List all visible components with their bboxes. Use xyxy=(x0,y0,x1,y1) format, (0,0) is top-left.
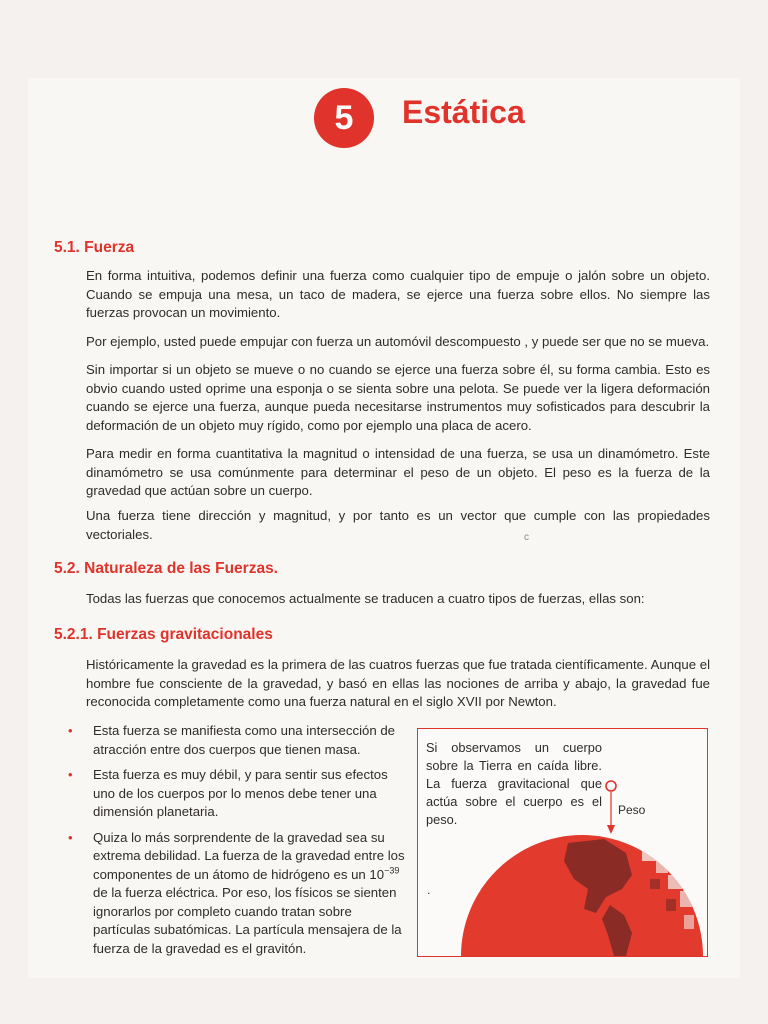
exponent: −39 xyxy=(384,865,400,876)
bullet-icon: • xyxy=(68,767,73,782)
bullet-text: Esta fuerza es muy débil, y para sentir sus efectos uno de los cuerpos por lo menos debe tener una dimensión planetaria. xyxy=(93,767,388,819)
gravity-bullet-list xyxy=(66,722,412,965)
list-item xyxy=(66,829,412,959)
paragraph-automovil-example: Por ejemplo, usted puede empujar con fuerza un automóvil descompuesto , y puede ser que no se mueva. xyxy=(86,334,710,350)
paragraph-fuerza-definition: En forma intuitiva, podemos definir una fuerza como cualquier tipo de empuje o jalón sobre un objeto. Cuando se empuja una mesa, un taco de madera, se ejerce una fuerza sobre ellos. No siempre las fuerzas provocan un movimiento. xyxy=(86,268,710,321)
chapter-title: Estática xyxy=(402,94,525,130)
list-item xyxy=(66,722,412,759)
bullet-text-continued: de la fuerza eléctrica. Por eso, los físicos se sienten ignorarlos por completo cuando tratan sobre partículas subatómicas. La partícula mensajera de la fuerza de la gravedad es el gravitón. xyxy=(93,885,402,956)
stray-dot: . xyxy=(427,883,431,897)
section-heading-5-2-1: 5.2.1. Fuerzas gravitacionales xyxy=(54,626,273,643)
bullet-text: Quiza lo más sorprendente de la gravedad sea su extrema debilidad. La fuerza de la gravedad entre los componentes de un átomo de hidrógeno es un 10 xyxy=(93,829,405,882)
gravity-figure xyxy=(417,728,708,957)
figure-caption: Si observamos un cuerpo sobre la Tierra en caída libre. La fuerza gravitacional que actúa sobre el cuerpo es el peso. xyxy=(426,740,602,827)
peso-label: Peso xyxy=(618,803,646,817)
paragraph-cuatro-fuerzas: Todas las fuerzas que conocemos actualmente se traducen a cuatro tipos de fuerzas, ellas son: xyxy=(86,591,645,607)
paragraph-historia-gravedad: Históricamente la gravedad es la primera de las cuatros fuerzas que fue tratada científicamente. Aunque el hombre fue consciente de la gravedad, y basó en ellas las nociones de arriba y abajo, la gravedad fue reconocida completamente como una fuerza natural en el siglo XVII por Newton. xyxy=(86,657,710,710)
paragraph-deformacion: Sin importar si un objeto se mueve o no cuando se ejerce una fuerza sobre él, su forma cambia. Esto es obvio cuando usted oprime una esponja o se sienta sobre una pelota. Se puede ver la ligera deformación cuando se ejerce una fuerza, aunque pueda necesitarse instrumentos muy sofisticados para descubrir la deformación de un objeto muy rígido, como por ejemplo una placa de acero. xyxy=(86,362,710,433)
bullet-icon: • xyxy=(68,723,73,738)
bullet-text: Esta fuerza se manifiesta como una intersección de atracción entre dos cuerpos que tienen masa. xyxy=(93,723,396,757)
section-heading-5-1: 5.1. Fuerza xyxy=(54,239,135,256)
paragraph-dinamometro: Para medir en forma cuantitativa la magnitud o intensidad de una fuerza, se usa un dinamómetro. Este dinamómetro se usa comúnmente para determinar el peso de un objeto. El peso es la fuerza de la gravedad que actúan sobre un cuerpo. xyxy=(86,446,710,499)
falling-object-circle-icon xyxy=(606,781,616,791)
bullet-icon: • xyxy=(68,829,73,845)
stray-mark: c xyxy=(524,532,529,543)
paragraph-vector: Una fuerza tiene dirección y magnitud, y por tanto es un vector que cumple con las propiedades vectoriales. xyxy=(86,508,710,542)
arrow-down-icon xyxy=(607,825,615,834)
section-heading-5-2: 5.2. Naturaleza de las Fuerzas. xyxy=(54,560,278,577)
chapter-number-badge: 5 xyxy=(314,88,374,148)
list-item xyxy=(66,766,412,822)
